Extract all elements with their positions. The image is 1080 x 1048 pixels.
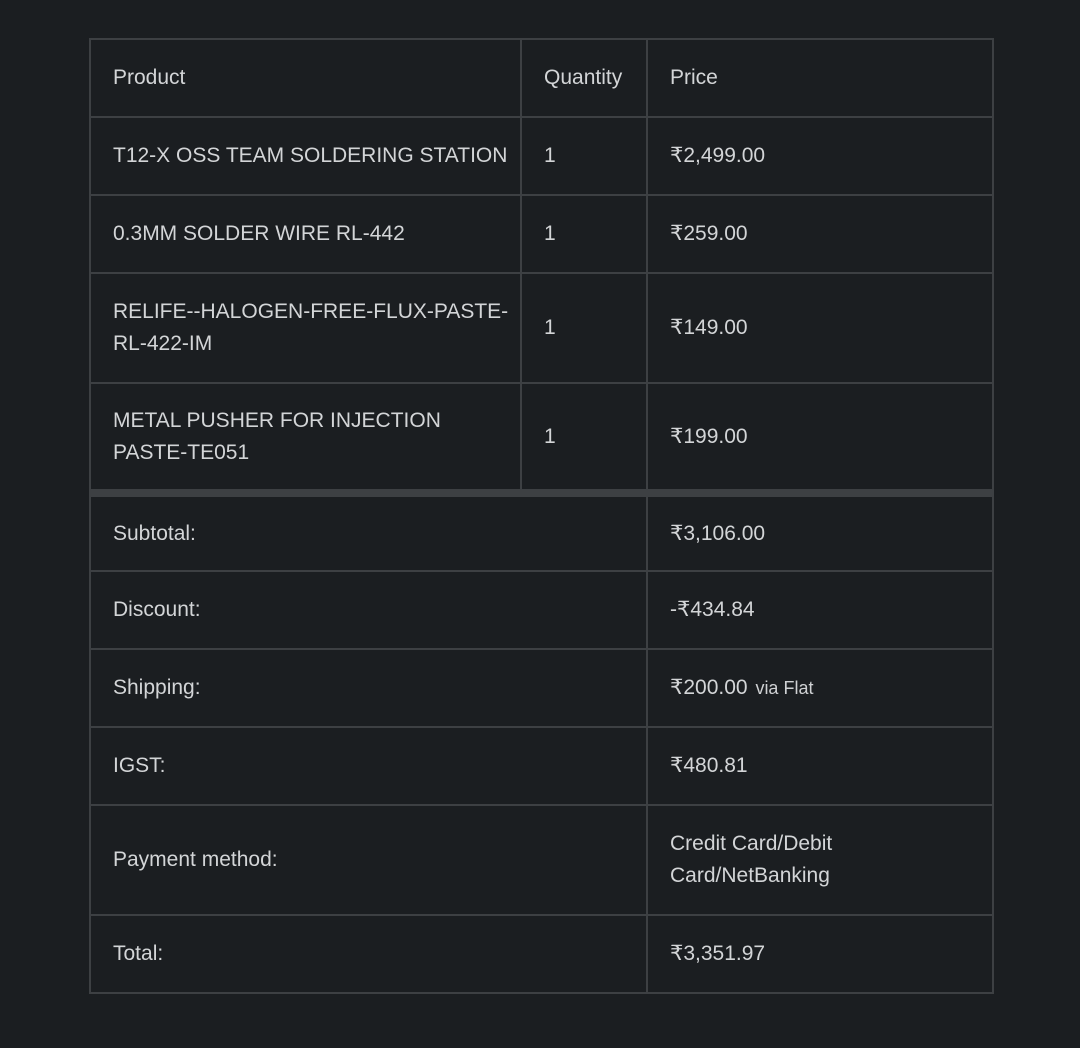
item-quantity: 1 — [521, 273, 647, 383]
item-product: METAL PUSHER FOR INJECTION PASTE-TE051 — [90, 383, 521, 493]
shipping-cell — [647, 649, 993, 727]
discount-row — [90, 571, 993, 649]
item-price: ₹2,499.00 — [647, 117, 993, 195]
subtotal-row — [90, 493, 993, 571]
item-product: RELIFE--HALOGEN-FREE-FLUX-PASTE-RL-422-IM — [90, 273, 521, 383]
header-price: Price — [647, 39, 993, 117]
item-quantity: 1 — [521, 117, 647, 195]
shipping-value: ₹200.00 — [670, 676, 748, 699]
igst-value: ₹480.81 — [647, 727, 993, 805]
table-row — [90, 273, 993, 383]
shipping-row — [90, 649, 993, 727]
header-product: Product — [90, 39, 521, 117]
payment-method-value: Credit Card/Debit Card/NetBanking — [647, 805, 993, 915]
item-price: ₹199.00 — [647, 383, 993, 493]
shipping-label: Shipping: — [90, 649, 647, 727]
item-quantity: 1 — [521, 195, 647, 273]
item-product: T12-X OSS TEAM SOLDERING STATION — [90, 117, 521, 195]
payment-method-row — [90, 805, 993, 915]
cropped-heading-edge — [0, 0, 1080, 4]
total-row — [90, 915, 993, 993]
item-quantity: 1 — [521, 383, 647, 493]
igst-label: IGST: — [90, 727, 647, 805]
order-details-table — [89, 38, 994, 994]
total-label: Total: — [90, 915, 647, 993]
igst-row — [90, 727, 993, 805]
discount-value: -₹434.84 — [647, 571, 993, 649]
table-row — [90, 117, 993, 195]
table-row — [90, 383, 993, 493]
table-header-row — [90, 39, 993, 117]
total-value: ₹3,351.97 — [647, 915, 993, 993]
payment-method-label: Payment method: — [90, 805, 647, 915]
shipping-method-note: via Flat — [755, 678, 814, 698]
item-price: ₹259.00 — [647, 195, 993, 273]
header-quantity: Quantity — [521, 39, 647, 117]
subtotal-label: Subtotal: — [90, 493, 647, 571]
discount-label: Discount: — [90, 571, 647, 649]
table-row — [90, 195, 993, 273]
item-price: ₹149.00 — [647, 273, 993, 383]
subtotal-value: ₹3,106.00 — [647, 493, 993, 571]
item-product: 0.3MM SOLDER WIRE RL-442 — [90, 195, 521, 273]
